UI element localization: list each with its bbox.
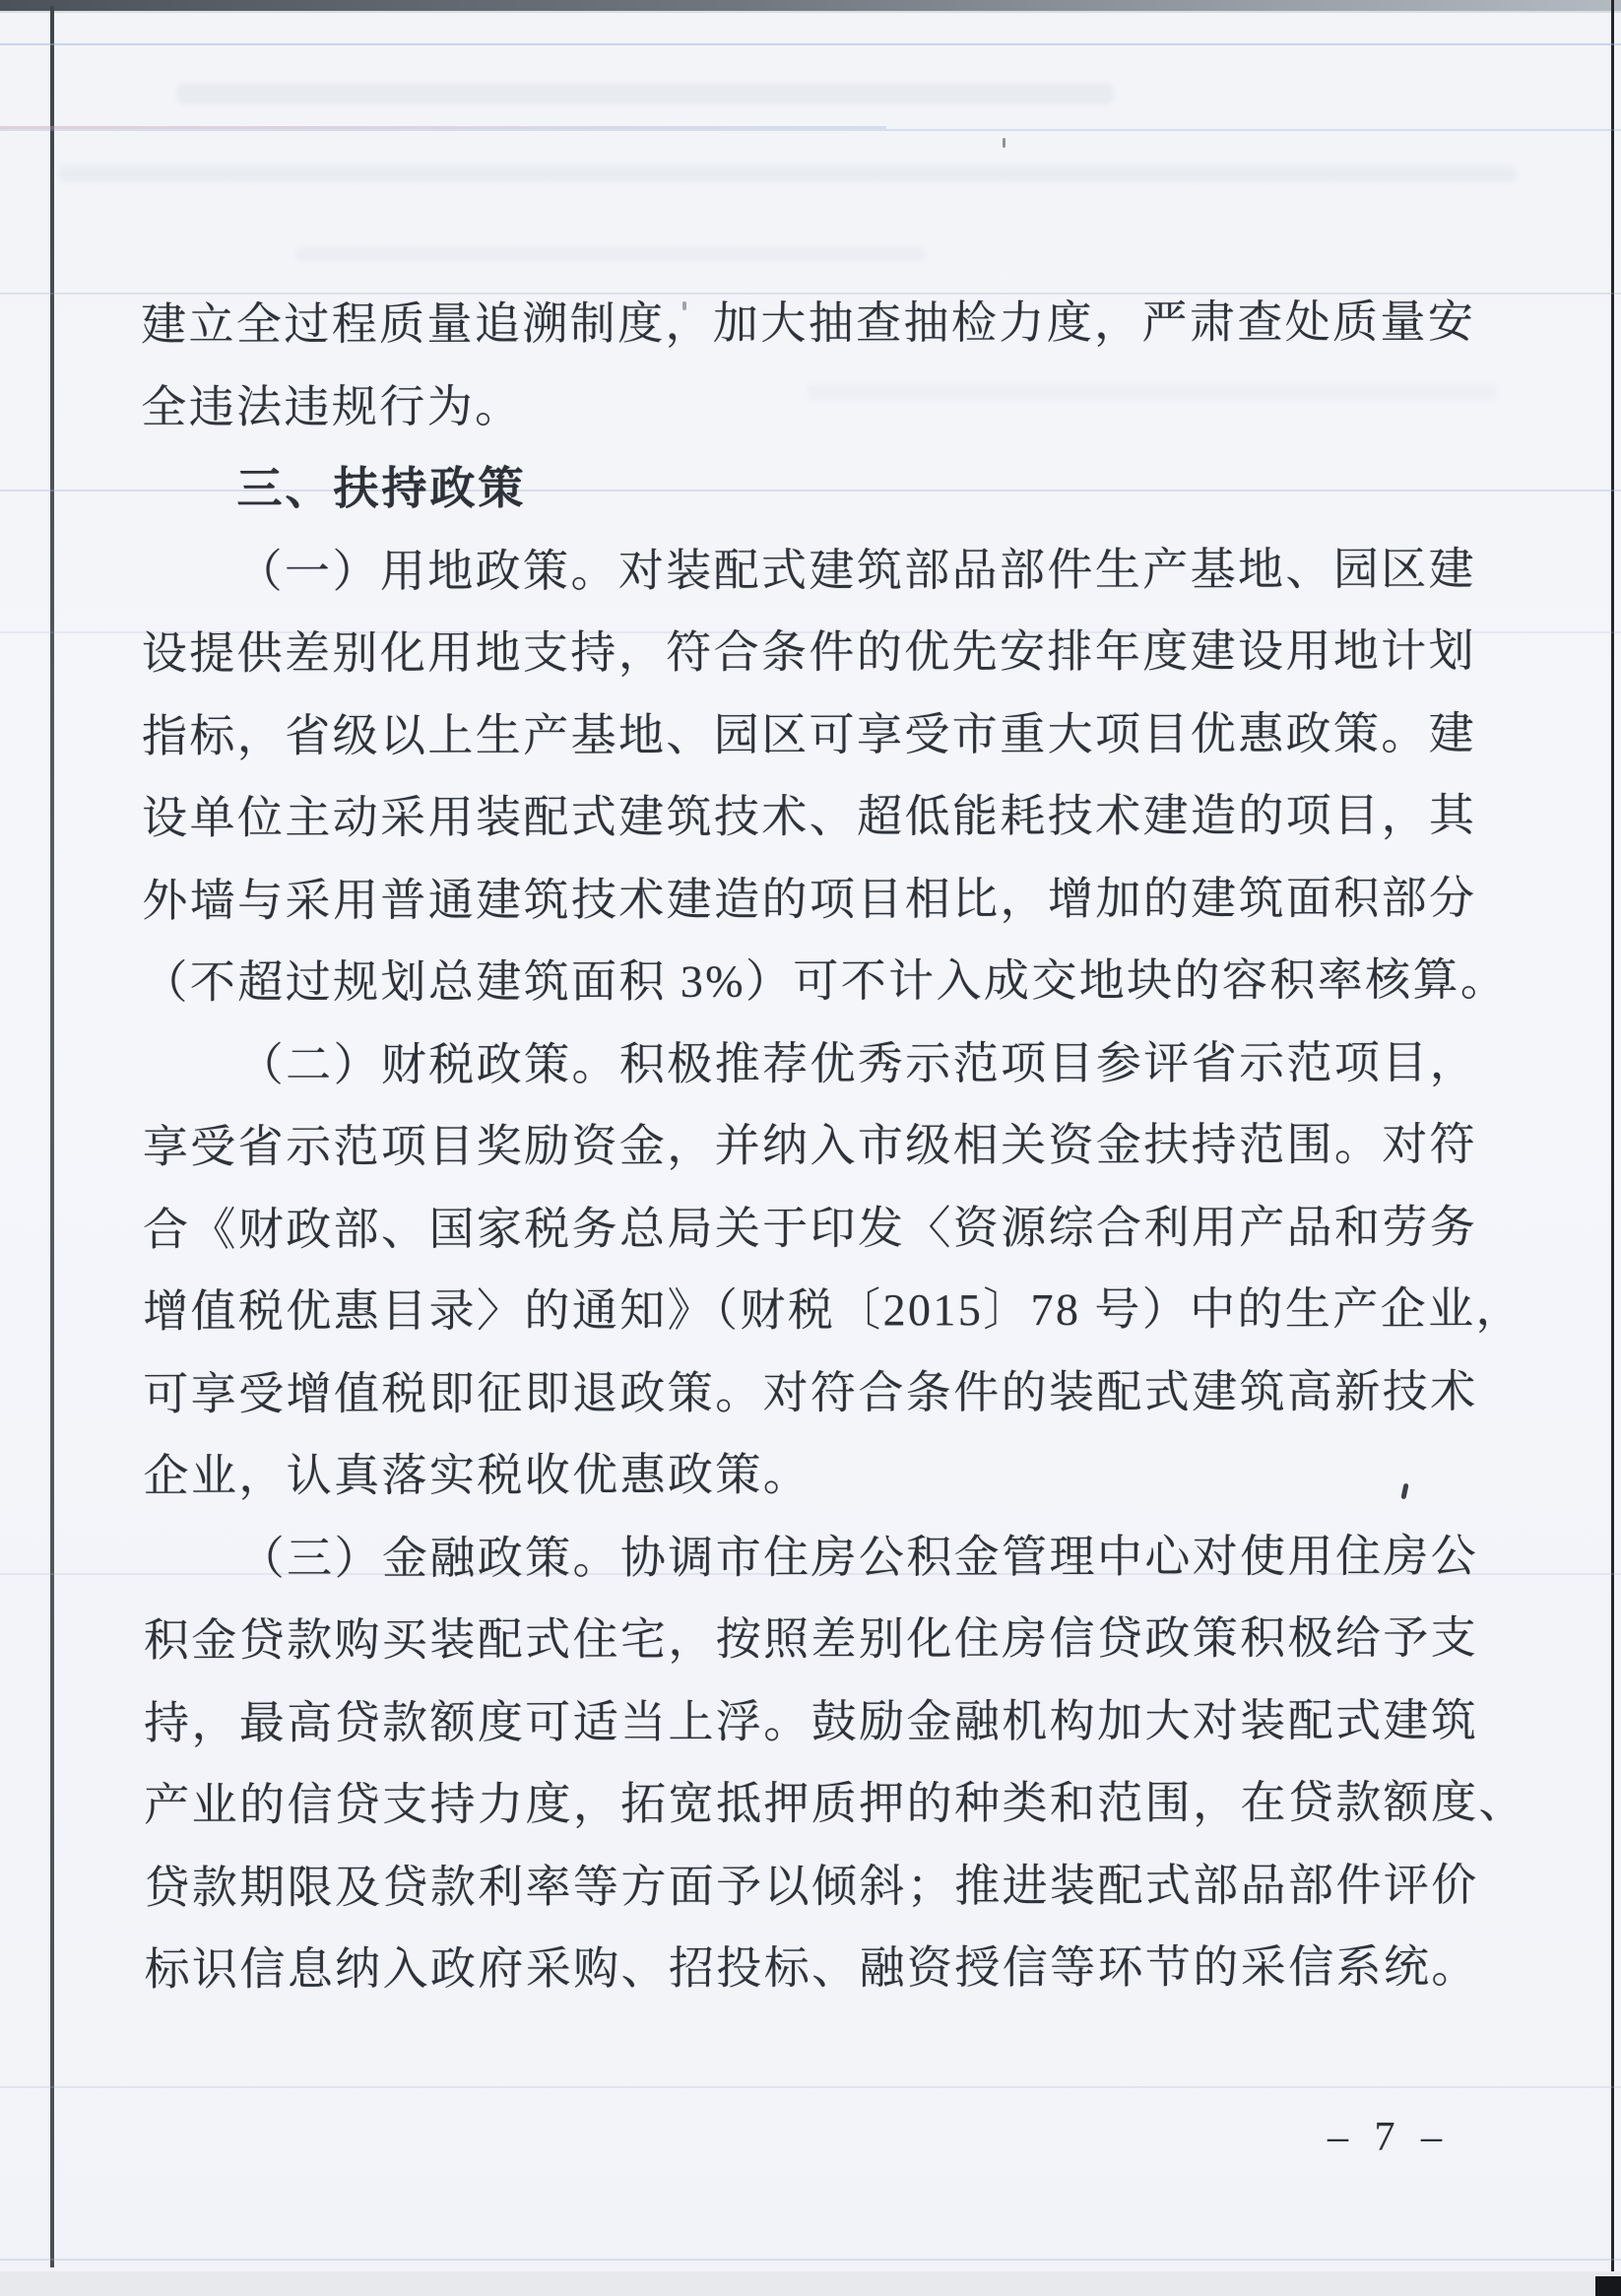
text-line: 设单位主动采用装配式建筑技术、超低能耗技术建造的项目，其 bbox=[142, 790, 1477, 843]
text-line: 企业，认真落实税收优惠政策。 bbox=[143, 1449, 811, 1501]
ink-speck bbox=[1003, 138, 1005, 148]
text-line: 建立全过程质量追溯制度，加大抽查抽检力度，严肃查处质量安 bbox=[141, 296, 1476, 350]
text-line: （一）用地政策。对装配式建筑部品部件生产基地、园区建 bbox=[236, 543, 1477, 597]
scan-corner-mark bbox=[1595, 2276, 1621, 2296]
text-line: 标识信息纳入政府采购、招投标、融资授信等环节的采信系统。 bbox=[144, 1941, 1479, 1995]
text-line: 指标，省级以上生产基地、园区可享受市重大项目优惠政策。建 bbox=[141, 707, 1477, 761]
text-line: 可享受增值税即征即退政策。对符合条件的装配式建筑高新技术 bbox=[143, 1365, 1478, 1419]
scan-artifact-line bbox=[0, 126, 886, 129]
bleed-through-smudge bbox=[177, 83, 1113, 104]
text-line: 持，最高贷款额度可适当上浮。鼓励金融机构加大对装配式建筑 bbox=[144, 1694, 1479, 1748]
scan-artifact-line bbox=[0, 43, 1621, 45]
scan-left-edge-line bbox=[50, 6, 54, 2267]
section-heading: 三、扶持政策 bbox=[236, 462, 527, 514]
text-line: 积金贷款购买装配式住宅，按照差别化住房信贷政策积极给予支 bbox=[143, 1612, 1479, 1666]
scan-artifact-line bbox=[0, 2259, 1621, 2261]
scan-top-edge bbox=[0, 0, 1621, 13]
scan-bottom-edge bbox=[0, 2271, 1621, 2296]
text-line: 设提供差别化用地支持，符合条件的优先安排年度建设用地计划 bbox=[141, 625, 1477, 679]
text-line: （二）财税政策。积极推荐优秀示范项目参评省示范项目， bbox=[237, 1036, 1478, 1090]
scan-right-edge-line bbox=[1611, 0, 1614, 2296]
text-line: 享受省示范项目奖励资金，并纳入市级相关资金扶持范围。对符 bbox=[142, 1119, 1478, 1172]
text-line: （不超过规划总建筑面积 3%）可不计入成交地块的容积率核算。 bbox=[142, 954, 1509, 1008]
bleed-through-smudge bbox=[59, 165, 1517, 183]
text-line: 外墙与采用普通建筑技术建造的项目相比，增加的建筑面积部分 bbox=[142, 872, 1477, 926]
document-text bbox=[141, 281, 1526, 2010]
bleed-through-smudge bbox=[295, 246, 926, 262]
page-number: – 7 – bbox=[1328, 2115, 1450, 2160]
text-line: 全违法违规行为。 bbox=[141, 380, 523, 432]
scan-artifact-line bbox=[0, 129, 1621, 131]
text-line: 增值税优惠目录〉的通知》（财税〔2015〕78 号）中的生产企业， bbox=[143, 1283, 1524, 1337]
text-line: 贷款期限及贷款利率等方面予以倾斜；推进装配式部品部件评价 bbox=[144, 1859, 1479, 1913]
scan-artifact-line bbox=[0, 2086, 1621, 2088]
text-line: （三）金融政策。协调市住房公积金管理中心对使用住房公 bbox=[238, 1530, 1479, 1584]
text-line: 合《财政部、国家税务总局关于印发〈资源综合利用产品和劳务 bbox=[142, 1201, 1478, 1255]
text-line: 产业的信贷支持力度，拓宽抵押质押的种类和范围，在贷款额度、 bbox=[144, 1777, 1526, 1830]
